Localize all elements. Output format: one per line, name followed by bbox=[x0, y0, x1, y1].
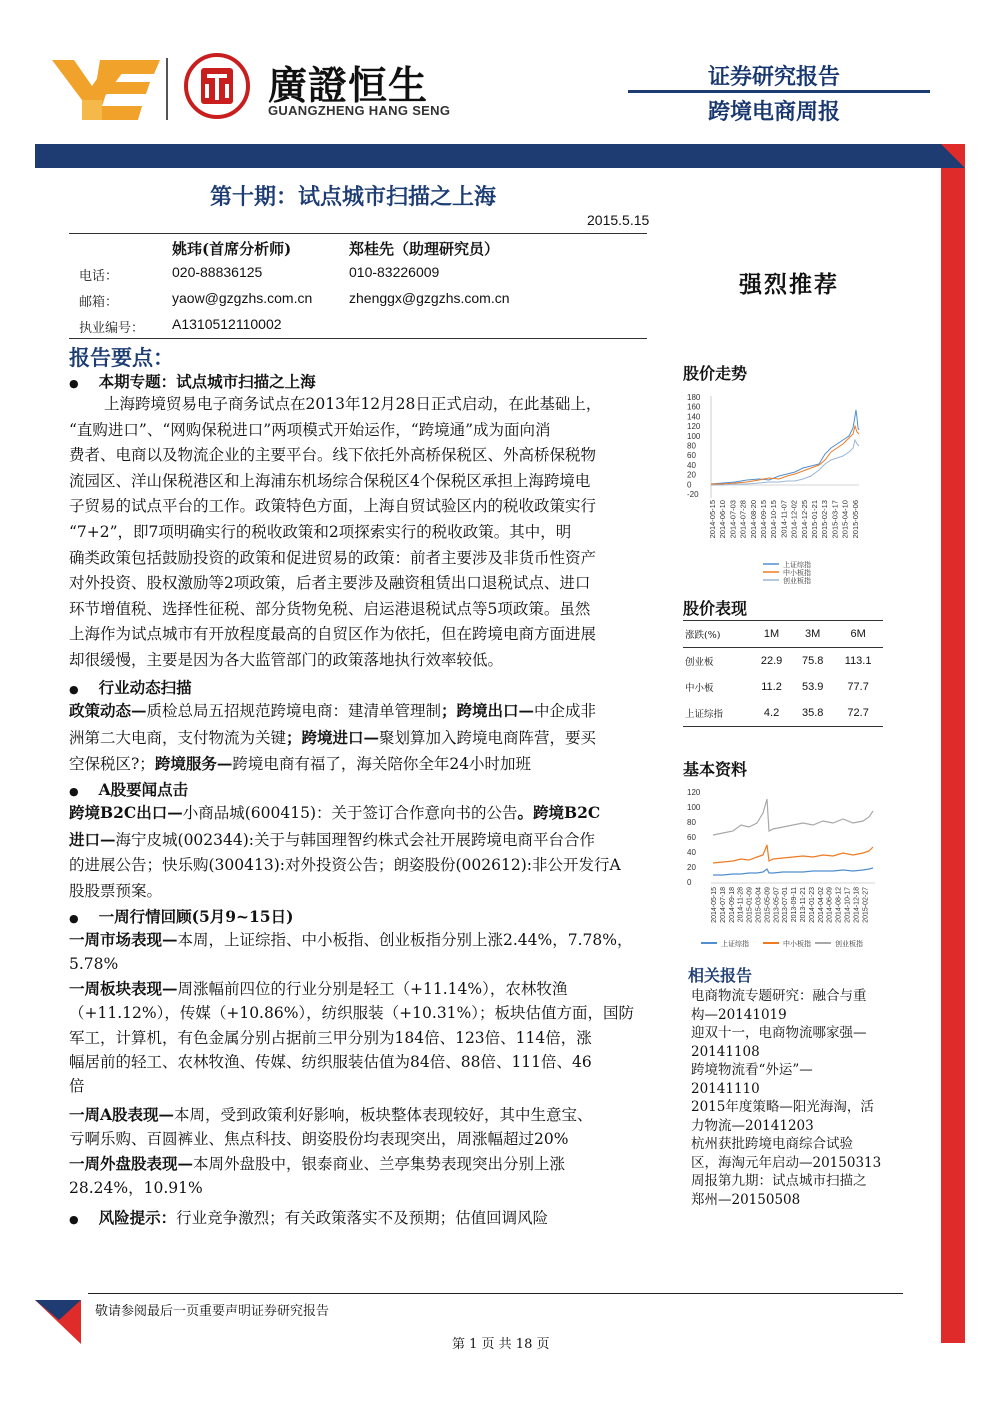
x-tick-label: 2015-05-09 bbox=[764, 887, 772, 923]
x-tick-label: 2015-04-10 bbox=[840, 500, 850, 539]
logo-divider bbox=[166, 58, 168, 120]
report-date: 2015.5.15 bbox=[587, 212, 650, 228]
rating: 强烈推荐 bbox=[739, 271, 839, 298]
para-line: 对外投资、股权激励等2项政策，后者主要涉及融资租赁出口退税试点、进口 bbox=[69, 574, 591, 593]
y-tick-label: 180 bbox=[687, 393, 701, 402]
related-report-line[interactable]: 周报第九期：试点城市扫描之 bbox=[691, 1173, 867, 1189]
x-tick-label: 2015-03-04 bbox=[755, 887, 763, 923]
analyst-phone: 020-88836125 bbox=[172, 264, 263, 280]
bullet-icon: ● bbox=[69, 912, 79, 925]
legend-label: 中小板指 bbox=[783, 569, 811, 577]
x-tick-label: 2014-08-12 bbox=[835, 887, 843, 923]
page-number: 第 1 页 共 18 页 bbox=[452, 1337, 550, 1352]
y-tick-label: 20 bbox=[687, 470, 696, 480]
x-tick-label: 2014-09-15 bbox=[759, 500, 768, 539]
company-logo-icon bbox=[52, 52, 160, 122]
y-tick-label: 0 bbox=[687, 480, 692, 490]
para-line: 倍 bbox=[69, 1077, 85, 1096]
para-line: 5.78% bbox=[69, 955, 119, 974]
x-tick-label: 2013-07-01 bbox=[782, 887, 790, 923]
y-tick-label: 40 bbox=[687, 460, 696, 470]
basic-info-chart bbox=[683, 783, 878, 953]
bullet-icon: ● bbox=[69, 683, 79, 696]
report-name: 跨境电商周报 bbox=[708, 99, 841, 124]
y-tick-label: 0 bbox=[687, 878, 692, 887]
x-tick-label: 2014-04-02 bbox=[817, 887, 825, 923]
x-tick-label: 2014-12-18 bbox=[853, 887, 861, 923]
y-tick-label: 100 bbox=[687, 803, 701, 812]
y-tick-label: 140 bbox=[687, 412, 701, 422]
header-band bbox=[35, 144, 965, 168]
footer-triangle-icon bbox=[35, 1300, 81, 1344]
para-line: 一周市场表现—本周，上证综指、中小板指、创业板指分别上涨2.44%，7.78%， bbox=[69, 930, 633, 949]
brand-name-cn: 廣證恒生 bbox=[268, 65, 429, 108]
x-tick-label: 2014-05-15 bbox=[708, 500, 717, 539]
related-report-line[interactable]: 迎双十一，电商物流哪家强— bbox=[691, 1025, 867, 1041]
related-report-line[interactable]: 电商物流专题研究：融合与重 bbox=[691, 988, 867, 1004]
x-tick-label: 2014-07-03 bbox=[728, 500, 738, 539]
analyst-name: 郑桂先（助理研究员） bbox=[349, 240, 500, 258]
para-line: （+11.12%），传媒（+10.86%），纺织服装（+10.31%）；板块估值方面，国防 bbox=[69, 1004, 635, 1023]
basic-info-heading: 基本资料 bbox=[683, 760, 748, 779]
x-tick-label: 2013-05-07 bbox=[773, 887, 781, 923]
para-line: 28.24%，10.91% bbox=[69, 1179, 203, 1198]
y-tick-label: 80 bbox=[687, 818, 696, 827]
bullet-heading: ● 一周行情回顾(5月9~15日) bbox=[69, 907, 294, 926]
price-perf-table bbox=[683, 620, 883, 727]
y-tick-label: 100 bbox=[687, 431, 701, 441]
x-tick-label: 2014-11-28 bbox=[737, 887, 745, 923]
brand-name-en: GUANGZHENG HANG SENG bbox=[268, 103, 451, 118]
analyst-email[interactable]: zhenggx@gzgzhs.com.cn bbox=[349, 290, 510, 306]
right-red-bar bbox=[941, 168, 965, 1343]
para-line: 一周外盘股表现—本周外盘股中，银泰商业、兰亭集势表现突出分别上涨 bbox=[69, 1153, 566, 1173]
para-line: 进口—海宁皮城(002344):关于与韩国理智约株式会社开展跨境电商平台合作 bbox=[69, 829, 596, 849]
table-row: 创业板 22.9 75.8 113.1 bbox=[685, 655, 872, 668]
para-line: 股股票预案。 bbox=[69, 881, 163, 900]
para-line: 确类政策包括鼓励投资的政策和促进贸易的政策：前者主要涉及非货币性资产 bbox=[69, 548, 597, 567]
legend-label: 创业板指 bbox=[783, 577, 811, 585]
y-tick-label: 20 bbox=[687, 863, 696, 872]
related-report-line[interactable]: 力物流—20141203 bbox=[691, 1117, 814, 1134]
email-label: 邮箱： bbox=[79, 295, 119, 310]
x-tick-label: 2014-10-15 bbox=[769, 500, 779, 539]
price-trend-heading: 股价走势 bbox=[683, 364, 748, 383]
para-line: 流园区、洋山保税港区和上海浦东机场综合保税区4个保税区承担上海跨境电 bbox=[69, 471, 591, 490]
header-rule bbox=[628, 90, 930, 93]
phone-label: 电话： bbox=[79, 269, 119, 284]
related-reports-heading: 相关报告 bbox=[688, 966, 753, 985]
analyst-phone: 010-83226009 bbox=[349, 264, 440, 280]
analyst-name: 姚玮(首席分析师) bbox=[172, 240, 292, 258]
price-perf-heading: 股价表现 bbox=[683, 599, 748, 618]
analyst-bottom-rule bbox=[69, 338, 647, 339]
bullet-icon: ● bbox=[69, 785, 79, 798]
x-tick-label: 2014-06-09 bbox=[826, 887, 834, 923]
legend-label: 上证综指 bbox=[783, 561, 811, 569]
x-tick-label: 2014-12-02 bbox=[789, 500, 799, 539]
x-tick-label: 2015-02-27 bbox=[862, 887, 870, 923]
related-report-line[interactable]: 20141108 bbox=[691, 1043, 760, 1060]
para-line: 一周板块表现—周涨幅前四位的行业分别是轻工（+11.14%），农林牧渔 bbox=[69, 978, 568, 998]
para-line: 政策动态—质检总局五招规范跨境电商：建清单管理制；跨境出口—中企成非 bbox=[69, 701, 597, 720]
para-line: 上海作为试点城市有开放程度最高的自贸区作为依托，但在跨境电商方面进展 bbox=[69, 625, 597, 644]
related-report-line[interactable]: 20141110 bbox=[691, 1080, 760, 1097]
analyst-license: A1310512110002 bbox=[172, 316, 282, 332]
related-report-line[interactable]: 区，海淘元年启动—20150313 bbox=[691, 1154, 882, 1171]
legend-label: 创业板指 bbox=[835, 940, 863, 948]
x-tick-label: 2015-03-17 bbox=[830, 500, 840, 539]
y-tick-label: 160 bbox=[687, 402, 701, 412]
related-report-line[interactable]: 郑州—20150508 bbox=[691, 1191, 801, 1208]
x-tick-label: 2013-09-11 bbox=[791, 887, 799, 923]
industry-paragraph bbox=[69, 698, 663, 778]
footer-rule bbox=[88, 1293, 903, 1294]
para-line: 幅居前的轻工、农林牧渔、传媒、纺织服装估值为84倍、88倍、111倍、46 bbox=[69, 1053, 592, 1072]
x-tick-label: 2014-12-25 bbox=[799, 500, 809, 539]
license-label: 执业编号： bbox=[79, 321, 145, 336]
price-trend-chart bbox=[683, 388, 873, 588]
report-title: 第十期：试点城市扫描之上海 bbox=[210, 184, 497, 210]
para-line: 上海跨境贸易电子商务试点在2013年12月28日正式启动，在此基础上， bbox=[104, 395, 602, 413]
analyst-top-rule bbox=[69, 233, 647, 234]
y-tick-label: 120 bbox=[687, 788, 701, 797]
y-tick-label: 60 bbox=[687, 451, 696, 461]
x-tick-label: 2015-05-06 bbox=[850, 500, 860, 539]
related-report-line[interactable]: 构—20141019 bbox=[691, 1006, 787, 1023]
x-tick-label: 2014-11-07 bbox=[779, 500, 789, 538]
x-tick-label: 2014-10-17 bbox=[844, 887, 852, 923]
table-row: 上证综指 4.2 35.8 72.7 bbox=[683, 700, 883, 727]
para-line: 的进展公告；快乐购(300413):对外投资公告；朗姿股份(002612):非公开发行A bbox=[69, 856, 621, 875]
x-tick-label: 2014-08-20 bbox=[748, 500, 758, 539]
stocks-paragraph bbox=[69, 800, 663, 904]
y-tick-label: -20 bbox=[687, 490, 699, 499]
company-seal-icon bbox=[183, 52, 251, 120]
bullet-heading: ● 本期专题：试点城市扫描之上海 bbox=[69, 372, 316, 391]
table-header-row bbox=[683, 621, 883, 648]
table-header: 1M bbox=[763, 628, 780, 640]
y-tick-label: 40 bbox=[687, 848, 696, 857]
y-tick-label: 80 bbox=[687, 441, 696, 451]
section-title: 报告要点： bbox=[69, 345, 174, 370]
bullet-heading: ● 行业动态扫描 bbox=[69, 678, 192, 697]
para-line: 却很缓慢，主要是因为各大监管部门的政策落地执行效率较低。 bbox=[69, 650, 504, 669]
x-tick-label: 2014-05-15 bbox=[711, 887, 718, 923]
related-report-line[interactable]: 杭州获批跨境电商综合试验 bbox=[691, 1136, 853, 1152]
para-line: 费者、电商以及物流企业的主要平台。线下依托外高桥保税区、外高桥保税物 bbox=[69, 446, 597, 465]
table-header: 涨跌(%) bbox=[685, 630, 721, 641]
analyst-email[interactable]: yaow@gzgzhs.com.cn bbox=[172, 290, 313, 306]
bullet-icon: ● bbox=[69, 1213, 79, 1226]
para-line: “直购进口”、“网购保税进口”两项模式开始运作，“跨境通”成为面向消 bbox=[69, 420, 551, 439]
para-line: 军工，计算机，有色金属分别占据前三甲分别为184倍、123倍、114倍，涨 bbox=[69, 1028, 592, 1047]
legend-label: 上证综指 bbox=[721, 940, 749, 948]
x-tick-label: 2014-06-10 bbox=[718, 500, 728, 539]
para-line: 环节增值税、选择性征税、部分货物免税、启运港退税试点等5项政策。虽然 bbox=[69, 599, 591, 618]
x-tick-label: 2015-02-13 bbox=[820, 500, 830, 539]
related-report-line[interactable]: 2015年度策略—阳光海淘，活 bbox=[691, 1099, 874, 1115]
para-line: 子贸易的试点平台的工作。政策特色方面，上海自贸试验区内的税收政策实行 bbox=[69, 497, 597, 516]
bullet-icon: ● bbox=[69, 377, 79, 390]
footer-note: 敬请参阅最后一页重要声明证券研究报告 bbox=[95, 1304, 330, 1319]
para-line: 跨境B2C出口—小商品城(600415)：关于签订合作意向书的公告。跨境B2C bbox=[69, 803, 601, 822]
table-header: 6M bbox=[850, 628, 866, 640]
x-tick-label: 2013-11-21 bbox=[800, 887, 807, 923]
market-paragraph bbox=[69, 928, 663, 1200]
x-tick-label: 2014-07-18 bbox=[719, 887, 727, 923]
para-line: 亏啊乐购、百圆裤业、焦点科技、朗姿股份均表现突出，周涨幅超过20% bbox=[69, 1130, 569, 1149]
para-line: “7+2”，即7项明确实行的税收政策和2项探索实行的税收政策。其中，明 bbox=[69, 522, 572, 541]
x-tick-label: 2014-01-23 bbox=[808, 887, 816, 923]
risk-line: ● 风险提示：行业竞争激烈；有关政策落实不及预期；估值回调风险 bbox=[69, 1208, 549, 1227]
para-line: 一周A股表现—本周，受到政策利好影响，板块整体表现较好，其中生意宝、 bbox=[69, 1104, 593, 1124]
x-tick-label: 2015-01-09 bbox=[746, 887, 754, 923]
bullet-heading: ● A股要闻点击 bbox=[69, 780, 189, 799]
report-type: 证券研究报告 bbox=[708, 64, 841, 89]
related-report-line[interactable]: 跨境物流看“外运”— bbox=[691, 1062, 813, 1078]
table-header: 3M bbox=[805, 628, 821, 640]
para-line: 洲第二大电商，支付物流为关键；跨境进口—聚划算加入跨境电商阵营，要买 bbox=[69, 727, 597, 747]
y-tick-label: 60 bbox=[687, 833, 696, 842]
legend-label: 中小板指 bbox=[783, 940, 811, 948]
x-tick-label: 2014-09-18 bbox=[728, 887, 736, 923]
table-row: 中小板 11.2 53.9 77.7 bbox=[685, 681, 869, 694]
x-tick-label: 2015-01-21 bbox=[810, 500, 819, 539]
related-reports-list bbox=[691, 987, 901, 1209]
topic-paragraph bbox=[69, 392, 663, 674]
para-line: 空保税区?；跨境服务—跨境电商有福了，海关陪你全年24小时加班 bbox=[69, 754, 532, 774]
y-tick-label: 120 bbox=[687, 422, 701, 432]
x-tick-label: 2014-07-28 bbox=[738, 500, 748, 539]
